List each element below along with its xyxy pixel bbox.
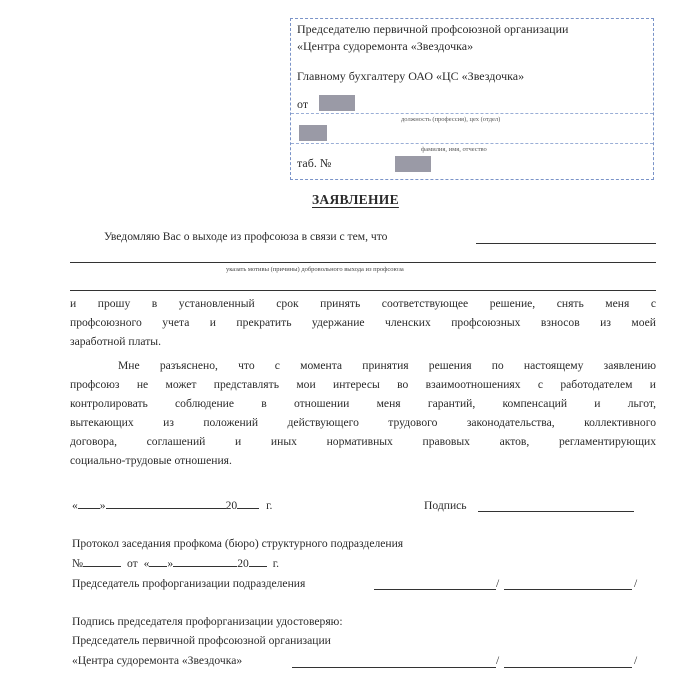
caption-name: фамилия, имя, отчество — [421, 146, 487, 153]
addressee-line-2: «Центра судоремонта «Звездочка» — [297, 39, 474, 53]
reason-blank-2 — [70, 262, 656, 263]
addressee-box — [290, 18, 654, 180]
caption-position: должность (профессия), цех (отдел) — [401, 116, 501, 123]
from-label: от — [297, 97, 309, 111]
notice-line: Уведомляю Вас о выходе из профсоюза в связи с тем, что — [104, 230, 388, 243]
request-line-3: заработной платы. — [70, 335, 161, 348]
signature-label: Подпись — [424, 499, 467, 512]
request-line-2: профсоюзного учета и прекратить удержание членских профсоюзных взносов из моей — [70, 316, 656, 329]
from-underline — [291, 113, 653, 114]
request-line-1: и прошу в установленный срок принять соответствующее решение, снять меня с — [70, 297, 656, 310]
explanation-line-1: Мне разъяснено, что с момента принятия решения по настоящему заявлению — [118, 359, 656, 372]
chair-name-blank — [504, 589, 632, 590]
slash-4: / — [634, 654, 638, 667]
protocol-line: Протокол заседания профкома (бюро) структурного подразделения — [72, 537, 404, 550]
signature-blank — [478, 511, 634, 512]
date-line: « » 20 г. — [72, 499, 273, 512]
document-title: ЗАЯВЛЕНИЕ — [312, 192, 399, 207]
slash-2: / — [634, 577, 638, 590]
tab-number-label: таб. № — [297, 156, 332, 170]
addressee-line-3: Главному бухгалтеру ОАО «ЦС «Звездочка» — [297, 69, 525, 83]
reason-blank-1 — [476, 243, 656, 244]
slash-3: / — [496, 654, 500, 667]
explanation-line-3: контролировать соблюдение в отношении меня гарантий, компенсаций и льгот, — [70, 397, 656, 410]
protocol-chair-label: Председатель профорганизации подразделения — [72, 577, 306, 590]
certification-line-2: Председатель первичной профсоюзной организации — [72, 634, 331, 647]
reason-caption: указать мотивы (причины) добровольного выхода из профсоюза — [226, 266, 404, 273]
position-underline — [291, 143, 653, 144]
redacted-position — [299, 125, 327, 141]
addressee-line-1: Председателю первичной профсоюзной организации — [297, 22, 569, 36]
explanation-line-4: вытекающих из положений действующего трудового законодательства, коллективного — [70, 416, 656, 429]
explanation-line-6: социально-трудовые отношения. — [70, 454, 232, 467]
certification-line-1: Подпись председателя профорганизации удостоверяю: — [72, 615, 343, 628]
chair-signature-blank — [374, 589, 496, 590]
redacted-tab-number — [395, 156, 431, 172]
explanation-line-5: договора, соглашений и иных нормативных правовых актов, регламентирующих — [70, 435, 656, 448]
certification-line-3: «Центра судоремонта «Звездочка» — [72, 654, 243, 667]
primary-chair-signature-blank — [292, 667, 496, 668]
redacted-name — [319, 95, 355, 111]
primary-chair-name-blank — [504, 667, 632, 668]
reason-blank-3 — [70, 290, 656, 291]
slash-1: / — [496, 577, 500, 590]
explanation-line-2: профсоюз не может представлять мои интересы во взаимоотношениях с работодателем и — [70, 378, 656, 391]
protocol-number-date: № от « » 20 г. — [72, 557, 280, 570]
